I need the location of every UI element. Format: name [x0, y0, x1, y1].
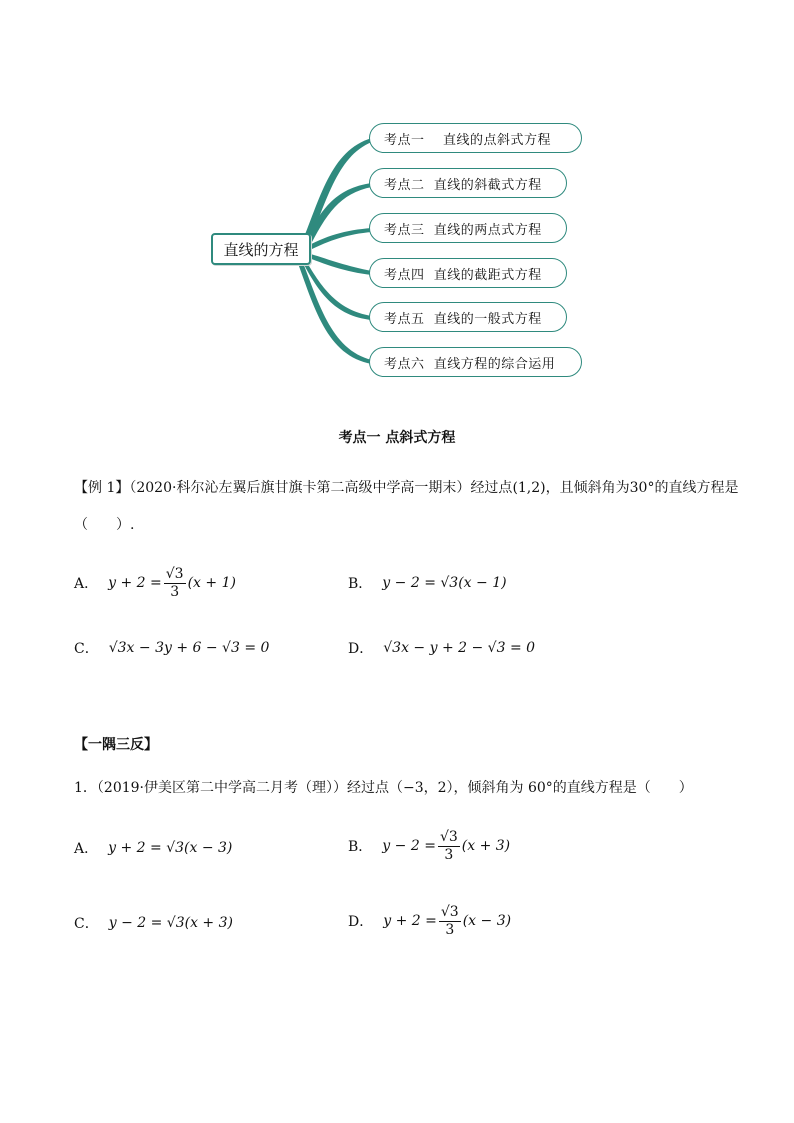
- mindmap-node-6: 考点六 直线方程的综合运用: [369, 347, 582, 377]
- option-c-text: √3x − 3y + 6 − √3 = 0: [108, 640, 270, 656]
- option-a-rhs: (x + 1): [187, 574, 236, 591]
- practice-option-d-rhs: (x − 3): [462, 912, 512, 929]
- example1-stem-c: 的直线方程是: [654, 480, 739, 496]
- example1-label: 【例 1】: [74, 480, 130, 496]
- option-label: C．: [74, 641, 99, 657]
- option-a-num: √3: [165, 566, 184, 582]
- practice-option-b-den: 3: [444, 847, 454, 863]
- example1-angle: 30°: [629, 480, 655, 496]
- practice-option-a: [74, 838, 232, 858]
- option-label: D．: [348, 641, 374, 657]
- practice-option-b-lhs: y − 2 =: [382, 837, 436, 854]
- mindmap-node-5: 考点五 直线的一般式方程: [369, 302, 567, 332]
- example1-stem: [74, 477, 738, 497]
- option-label: A．: [74, 841, 99, 857]
- practice-option-b-rhs: (x + 3): [461, 837, 511, 854]
- mindmap-node-2: 考点二 直线的斜截式方程: [369, 168, 567, 198]
- practice-option-d-num: √3: [440, 904, 459, 920]
- mindmap-node-1: 考点一 直线的点斜式方程: [369, 123, 582, 153]
- option-label: B．: [348, 838, 373, 855]
- option-label: B．: [348, 576, 373, 592]
- example1-source: （2020·科尔沁左翼后旗甘旗卡第二高级中学高一期末）: [129, 480, 471, 496]
- example1-point: (1,2): [512, 480, 546, 496]
- option-label: C．: [74, 916, 99, 932]
- practice-heading: 【一隅三反】: [74, 737, 158, 753]
- example1-option-d: [348, 638, 535, 658]
- example1-stem-a: 经过点: [470, 480, 513, 496]
- option-a-den: 3: [170, 584, 180, 600]
- option-label: A．: [74, 575, 99, 592]
- practice-option-c-text: y − 2 = √3(x + 3): [108, 915, 233, 931]
- option-a-fraction: [164, 565, 186, 600]
- practice-option-b: [348, 828, 510, 863]
- mindmap-node-3: 考点三 直线的两点式方程: [369, 213, 567, 243]
- example1-option-b: [348, 573, 507, 593]
- example1-option-c: [74, 638, 269, 658]
- mindmap-node-4: 考点四 直线的截距式方程: [369, 258, 567, 288]
- practice-option-d-lhs: y + 2 =: [383, 912, 437, 929]
- practice-option-a-text: y + 2 = √3(x − 3): [108, 840, 233, 856]
- example1-blank: （ ）.: [74, 517, 135, 533]
- example1-stem-b: ，且倾斜角为: [545, 480, 630, 496]
- practice-option-d: [348, 903, 511, 938]
- mindmap-branches: [0, 0, 794, 400]
- practice-option-d-den: 3: [445, 922, 455, 938]
- section-title: 考点一 点斜式方程: [338, 430, 456, 446]
- option-b-text: y − 2 = √3(x − 1): [382, 575, 507, 591]
- option-a-lhs: y + 2 =: [108, 574, 162, 591]
- option-label: D．: [348, 913, 374, 930]
- practice-option-b-num: √3: [439, 829, 458, 845]
- practice-option-c: [74, 913, 233, 933]
- practice-option-b-fraction: [438, 828, 460, 863]
- example1-option-a: [74, 565, 236, 600]
- mindmap-root: 直线的方程: [211, 233, 311, 265]
- option-d-text: √3x − y + 2 − √3 = 0: [383, 640, 536, 656]
- practice-q1: 1．（2019·伊美区第二中学高二月考（理））经过点（−3，2），倾斜角为 60°的直线方程是（ ）: [74, 780, 693, 796]
- practice-option-d-fraction: [439, 903, 461, 938]
